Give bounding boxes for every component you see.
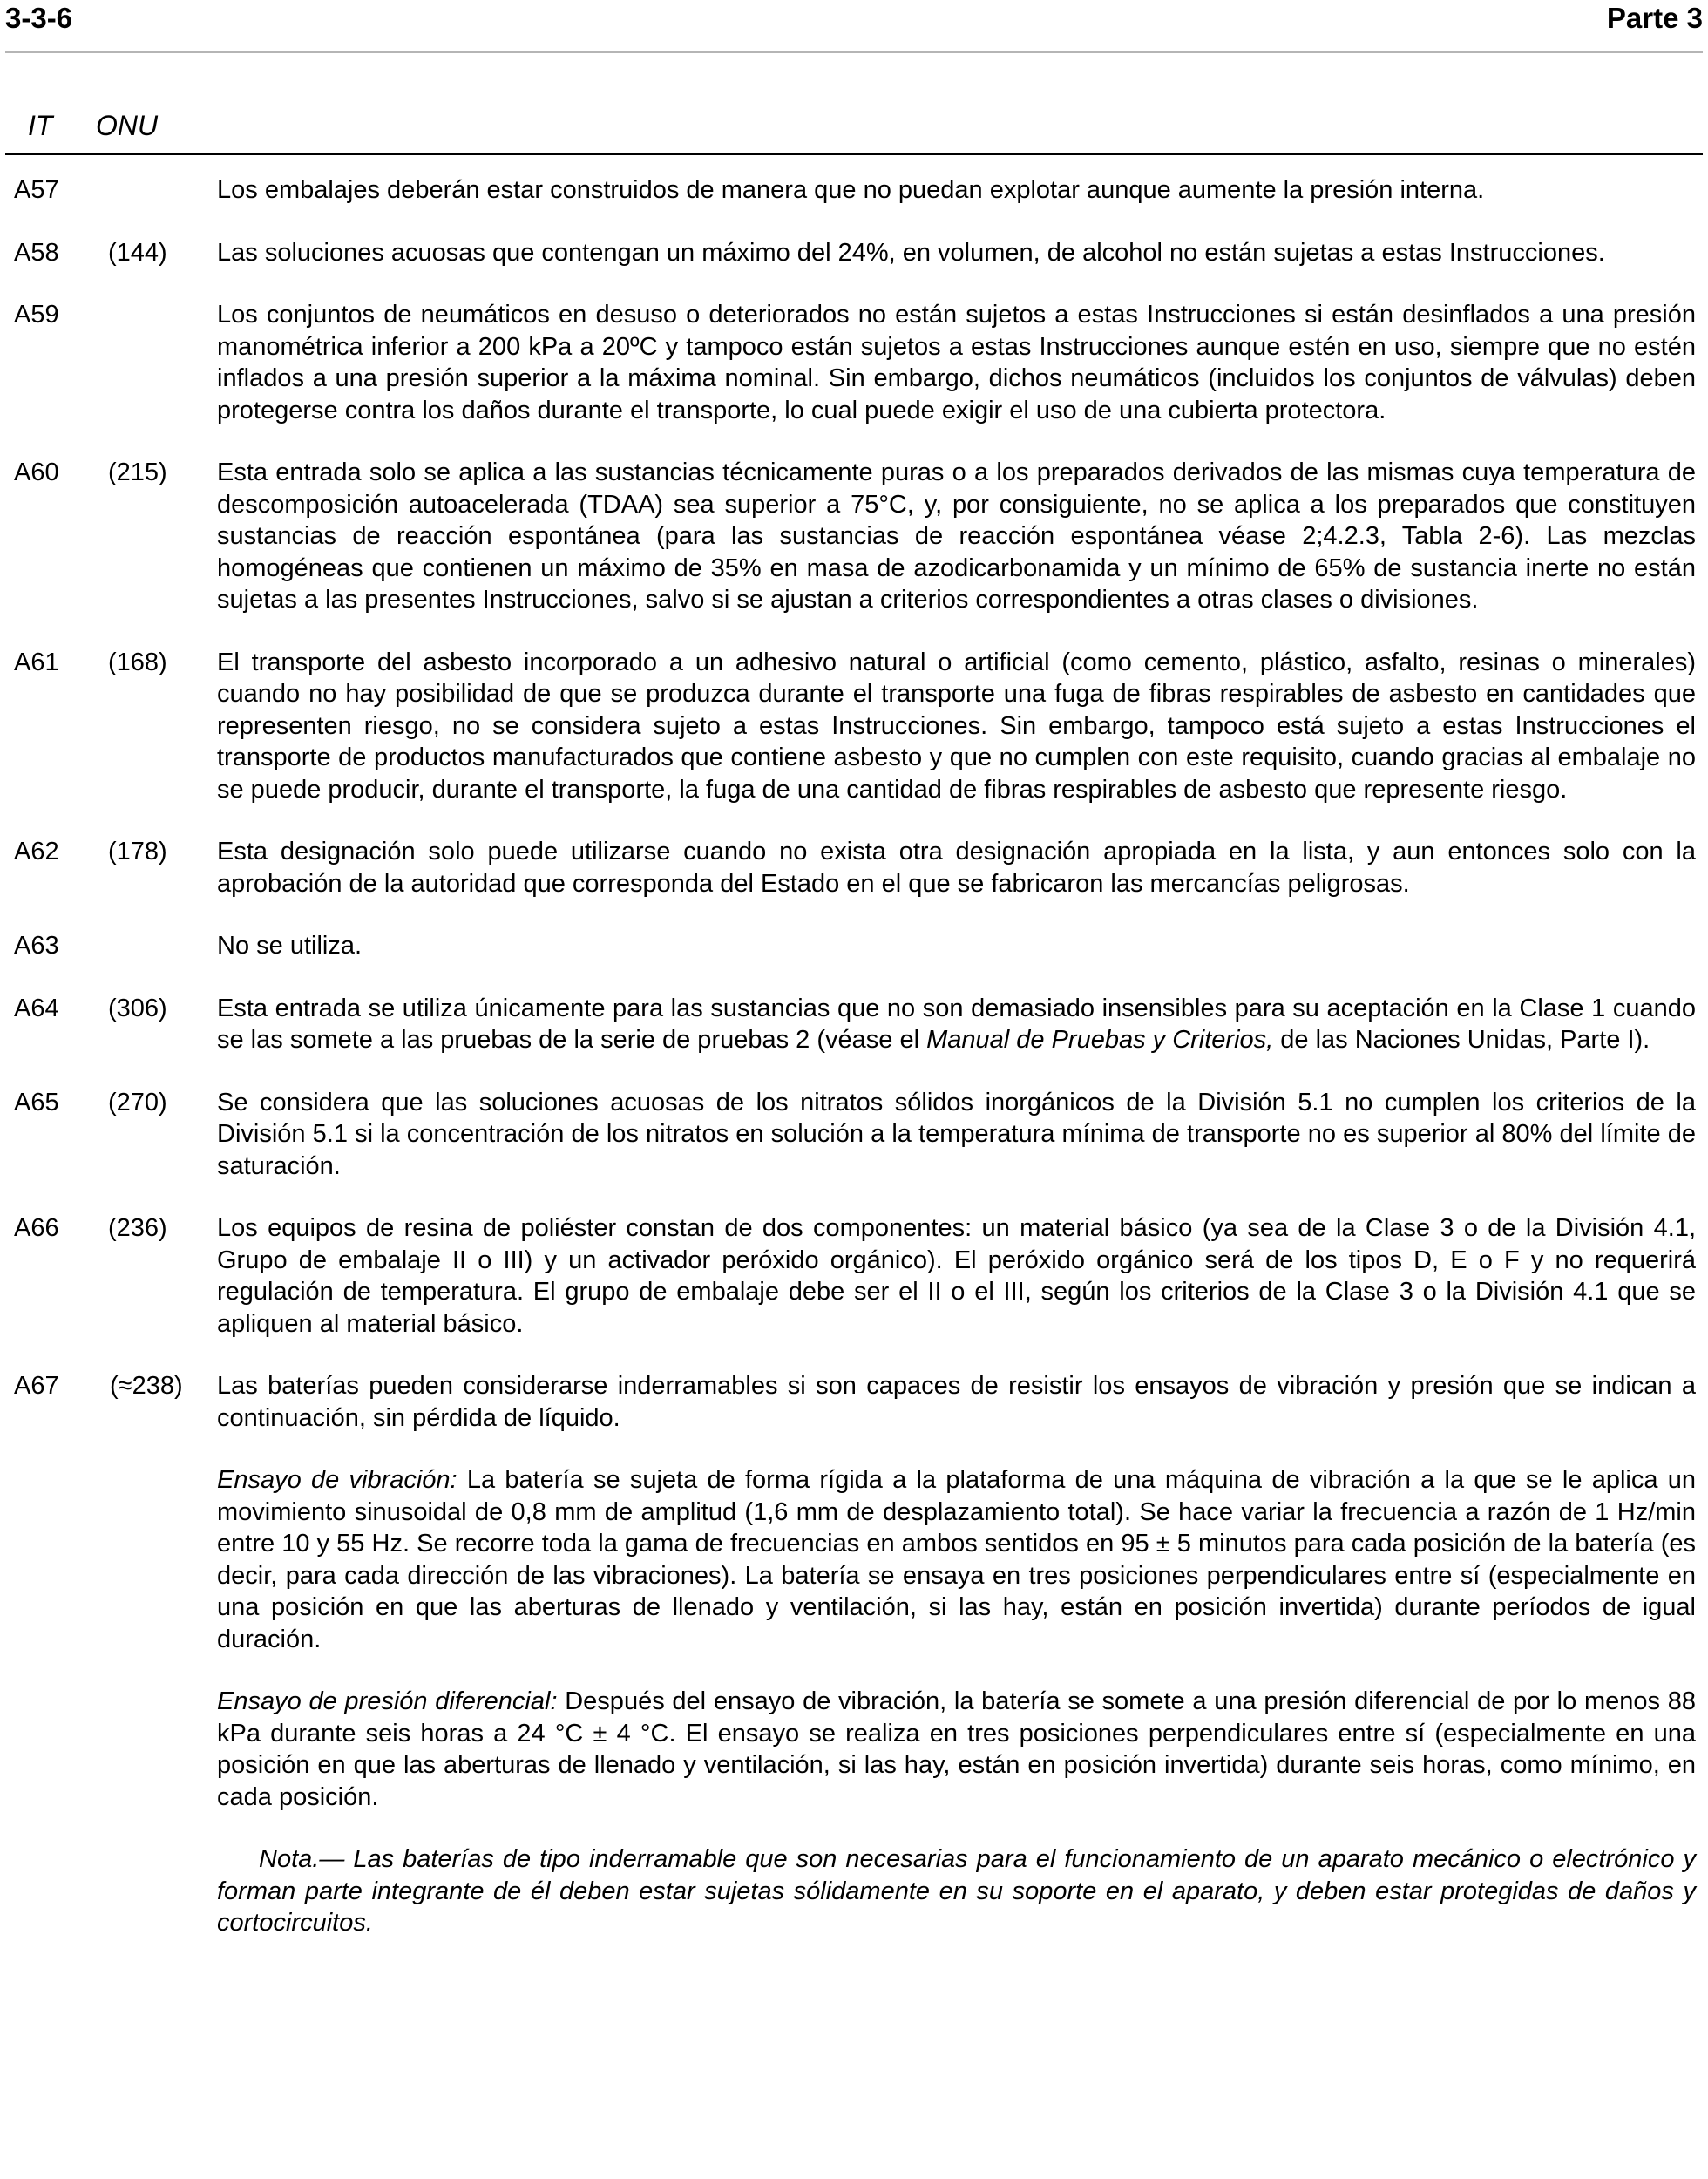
part-label: Parte 3 <box>1606 2 1703 34</box>
provision-text: Esta entrada se utiliza únicamente para las sustancias que no son demasiado insensibles para su aceptación en la Clase 1 cuando se las somete a las pruebas de la serie de pruebas 2 (véase el Manual de Pruebas y Criterios, de las Naciones Unidas, Parte I). <box>217 994 1696 1054</box>
vibration-test-label: Ensayo de vibración: <box>217 1466 458 1494</box>
provision-a59 <box>0 299 1708 426</box>
provision-code: A57 <box>14 176 59 204</box>
provision-code: A67 <box>14 1372 59 1400</box>
un-reference: (215) <box>108 458 167 486</box>
provision-text: El transporte del asbesto incorporado a un adhesivo natural o artificial (como cemento, plástico, asfalto, resinas o minerales) cuando no hay posibilidad de que se produzca durante el transporte una fuga de fibras respirables de asbesto en cantidades que representen riesgo, no se considera sujeto a estas Instrucciones. Sin embargo, tampoco está sujeto a estas Instrucciones el transporte de productos manufacturados que contiene asbesto y que no cumplen con este requisito, cuando gracias al embalaje no se puede producir, durante el transporte, la fuga de una cantidad de fibras respirables de asbesto que represente riesgo. <box>217 648 1696 804</box>
un-reference: (168) <box>108 648 167 676</box>
provision-a67 <box>0 1370 1708 1939</box>
vibration-test-paragraph: Ensayo de vibración: La batería se sujeta de forma rígida a la plataforma de una máquina de vibración a la que se le aplica un movimiento sinusoidal de 0,8 mm de amplitud (1,6 mm de desplazamiento total). Se hace variar la frecuencia a razón de 1 Hz/min entre 10 y 55 Hz. Se recorre toda la gama de frecuencias en ambos sentidos en 95 ± 5 minutos para cada posición de la batería (es decir, para cada dirección de las vibraciones). La batería se ensaya en tres posiciones perpendiculares entre sí (especialmente en una posición en que las aberturas de llenado y ventilación, si las hay, están en posición invertida) durante períodos de igual duración. <box>217 1466 1697 1653</box>
un-reference: (144) <box>108 238 167 267</box>
provision-text: No se utiliza. <box>217 932 363 960</box>
page-number: 3-3-6 <box>5 2 73 34</box>
column-header-onu: ONU <box>96 110 159 141</box>
column-header-it: IT <box>28 110 53 141</box>
provision-code: A60 <box>14 458 59 486</box>
provision-text: Se considera que las soluciones acuosas de los nitratos sólidos inorgánicos de la División 5.1 no cumplen los criterios de la División 5.1 si la concentración de los nitratos en solución a la temperatura mínima de transporte no es superior al 80% del límite de saturación. <box>217 1088 1696 1180</box>
pressure-test-label: Ensayo de presión diferencial: <box>217 1687 558 1715</box>
provision-a64 <box>0 993 1708 1056</box>
column-headers <box>5 110 1703 155</box>
provision-text: Esta designación solo puede utilizarse cuando no exista otra designación apropiada en la lista, y aun entonces solo con la aprobación de la autoridad que corresponda del Estado en el que se fabricaron las mercancías peligrosas. <box>217 838 1696 898</box>
provisions-list <box>0 174 1708 1970</box>
provision-code: A65 <box>14 1088 59 1117</box>
provision-a58 <box>0 237 1708 269</box>
provision-code: A64 <box>14 994 59 1022</box>
un-reference: (270) <box>108 1088 167 1117</box>
un-reference: (306) <box>108 994 167 1022</box>
provision-text: Los equipos de resina de poliéster constan de dos componentes: un material básico (ya sea de la Clase 3 o de la División 4.1, Grupo de embalaje II o III) y un activador peróxido orgánico). El peróxido orgánico será de los tipos D, E o F y no requerirá regulación de temperatura. El grupo de embalaje debe ser el II o el III, según los criterios de la Clase 3 o la División 4.1 que se apliquen al material básico. <box>217 1214 1696 1338</box>
un-reference: (≈238) <box>110 1372 183 1400</box>
provision-a65 <box>0 1087 1708 1183</box>
un-reference: (236) <box>108 1214 167 1242</box>
provision-text: Esta entrada solo se aplica a las sustancias técnicamente puras o a los preparados derivados de las mismas cuya temperatura de descomposición autoacelerada (TDAA) sea superior a 75°C, y, por consiguiente, no se aplica a los preparados que constituyen sustancias de reacción espontánea (para las sustancias de reacción espontánea véase 2;4.2.3, Tabla 2-6). Las mezclas homogéneas que contienen un máximo de 35% en masa de azodicarbonamida y un mínimo de 65% de sustancia inerte no están sujetas a las presentes Instrucciones, salvo si se ajustan a criterios correspondientes a otras clases o divisiones. <box>217 458 1696 614</box>
pressure-test-paragraph: Ensayo de presión diferencial: Después del ensayo de vibración, la batería se somete a una presión diferencial de por lo menos 88 kPa durante seis horas a 24 °C ± 4 °C. El ensayo se realiza en tres posiciones perpendiculares entre sí (especialmente en una posición en que las aberturas de llenado y ventilación, si las hay, están en posición invertida) durante seis horas, como mínimo, en cada posición. <box>217 1687 1696 1811</box>
provision-a66 <box>0 1212 1708 1340</box>
provision-code: A62 <box>14 838 59 865</box>
un-reference: (178) <box>108 838 167 865</box>
provision-code: A66 <box>14 1214 59 1242</box>
provision-text: Las soluciones acuosas que contengan un máximo del 24%, en volumen, de alcohol no están sujetas a estas Instrucciones. <box>217 238 1605 267</box>
provision-text: Los embalajes deberán estar construidos de manera que no puedan explotar aunque aumente la presión interna. <box>217 176 1485 204</box>
provision-a62 <box>0 836 1708 899</box>
provision-code: A61 <box>14 648 59 676</box>
provision-a57 <box>0 174 1708 207</box>
provision-a63 <box>0 930 1708 962</box>
provision-text: Los conjuntos de neumáticos en desuso o deteriorados no están sujetos a estas Instrucciones si están desinflados a una presión manométrica inferior a 200 kPa a 20ºC y tampoco están sujetos a estas Instrucciones aunque estén en uso, siempre que no estén inflados a una presión superior a la máxima nominal. Sin embargo, dichos neumáticos (incluidos los conjuntos de válvulas) deben protegerse contra los daños durante el transporte, lo cual puede exigir el uso de una cubierta protectora. <box>217 301 1696 424</box>
provision-a61 <box>0 647 1708 806</box>
note-paragraph: Nota.— Las baterías de tipo inderramable que son necesarias para el funcionamiento de un aparato mecánico o electrónico y forman parte integrante de él deben estar sujetas sólidamente en su soporte en el aparato, y deben estar protegidas de daños y cortocircuitos. <box>217 1845 1696 1937</box>
page-header <box>5 0 1703 53</box>
provision-code: A59 <box>14 301 59 329</box>
provision-code: A58 <box>14 238 59 267</box>
provision-code: A63 <box>14 932 59 960</box>
provision-text: Las baterías pueden considerarse inderramables si son capaces de resistir los ensayos de vibración y presión que se indican a continuación, sin pérdida de líquido. Ensayo de vibración: La batería se sujeta de forma rígida a la plataforma de una máquina de vibración a la que se le aplica un movimiento sinusoidal de 0,8 mm de amplitud (1,6 mm de desplazamiento total). Se hace variar la frecuencia a razón de 1 Hz/min entre 10 y 55 Hz. Se recorre toda la gama de frecuencias en ambos sentidos en 95 ± 5 minutos para cada posición de la batería (es decir, para cada dirección de las vibraciones). La batería se ensaya en tres posiciones perpendiculares entre sí (especialmente en una posición en que las aberturas de llenado y ventilación, si las hay, están en posición invertida) durante períodos de igual duración. Ensayo de presión diferencial: Después del ensayo de vibración, la batería se somete a una presión diferencial de por lo menos 88 kPa durante seis horas a 24 °C ± 4 °C. El ensayo se realiza en tres posiciones perpendiculares entre sí (especialmente en una posición en que las aberturas de llenado y ventilación, si las hay, están en posición invertida) durante seis horas, como mínimo, en cada posición. Nota.— Las baterías de tipo inderramable que son necesarias para el funcionamiento de un aparato mecánico o electrónico y forman parte integrante de él deben estar sujetas sólidamente en su soporte en el aparato, y deben estar protegidas de daños y cortocircuitos. <box>217 1370 1696 1939</box>
manual-title: Manual de Pruebas y Criterios, <box>926 1026 1274 1054</box>
provision-a60 <box>0 457 1708 616</box>
